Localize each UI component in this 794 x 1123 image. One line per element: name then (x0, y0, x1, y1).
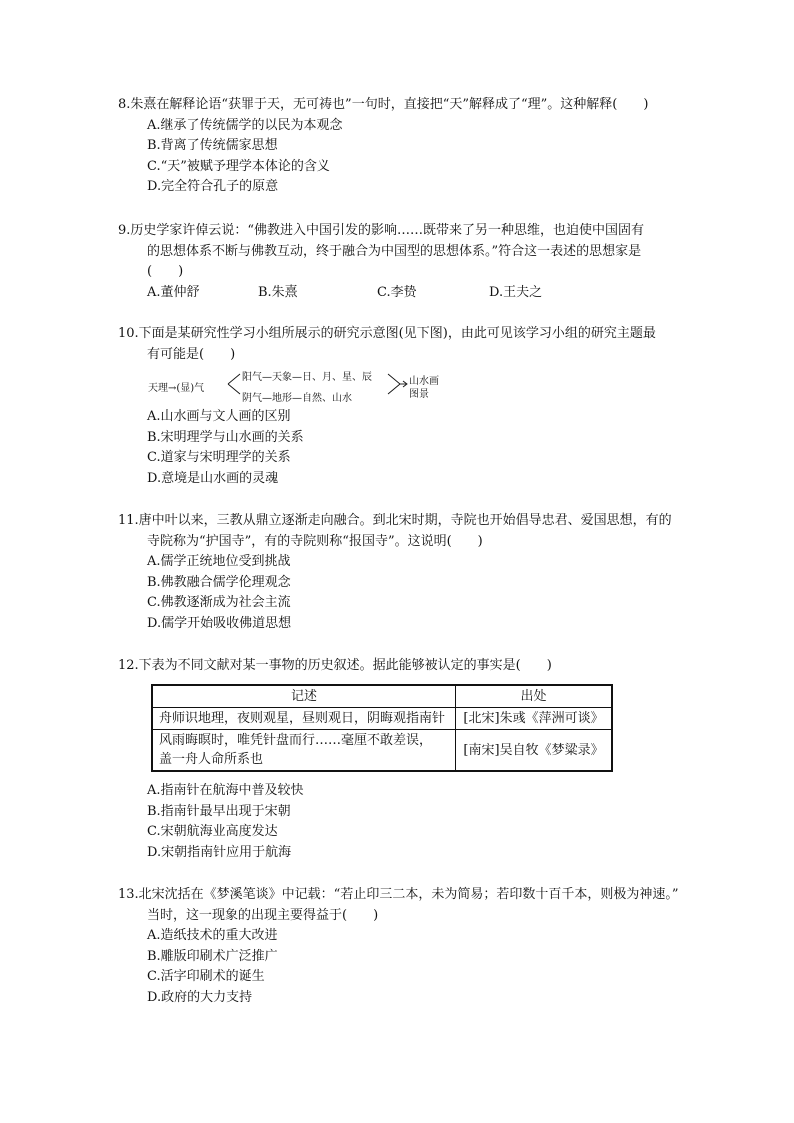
table-cell-source: [南宋]吴自牧《梦粱录》 (456, 730, 613, 772)
question-13-option-a: A.造纸技术的重大改进 (147, 928, 278, 943)
question-11-option-a: A.儒学正统地位受到挑战 (147, 554, 291, 569)
question-10-stem-line-2: 有可能是( ) (147, 346, 236, 362)
question-12-option-c: C.宋朝航海业高度发达 (147, 824, 278, 839)
question-10-option-a: A.山水画与文人画的区别 (147, 409, 291, 424)
question-10-stem-line-1: 10.下面是某研究性学习小组所展示的研究示意图(见下图)，由此可见该学习小组的研究主题最 (118, 326, 656, 341)
question-8 (118, 95, 698, 198)
question-13-stem-line-1: 13.北宋沈括在《梦溪笔谈》中记载：“若止印三二本，未为简易；若印数十百千本，则极为神速。” (118, 887, 679, 902)
question-11-stem-line-2: 寺院称为“护国寺”，有的寺院则称“报国寺”。这说明( ) (147, 533, 483, 549)
diagram-target-line-2: 图景 (409, 389, 429, 400)
table-header-row (152, 685, 612, 708)
question-9-option-a: A.董仲舒 (147, 284, 200, 300)
record-text-line-2: 盖一舟人命所系也 (159, 752, 264, 767)
table-cell-source: [北宋]朱彧《萍洲可谈》 (456, 708, 613, 730)
question-13-option-b: B.雕版印刷术广泛推广 (147, 948, 278, 964)
question-9-option-c: C.李贽 (377, 284, 417, 300)
question-13-option-c: C.活字印刷术的诞生 (147, 969, 265, 984)
record-text-line-1: 风雨晦暝时，唯凭针盘而行……毫厘不敢差误， (159, 733, 433, 748)
question-10 (118, 324, 698, 365)
question-10-option-b: B.宋明理学与山水画的关系 (147, 429, 304, 445)
source-table (151, 684, 613, 772)
question-8-option-a: A.继承了传统儒学的以民为本观念 (147, 117, 343, 133)
question-9 (118, 221, 698, 303)
table-row (152, 730, 612, 772)
question-12-option-a: A.指南针在航海中普及较快 (147, 783, 304, 798)
question-11-option-d: D.儒学开始吸收佛道思想 (147, 615, 292, 631)
question-11-option-b: B.佛教融合儒学伦理观念 (147, 574, 291, 590)
diagram-target-line-1: 山水画 (409, 376, 439, 387)
diagram-source: 天理→(显)气 (148, 383, 205, 394)
record-text: 舟师识地理，夜则观星，昼则观日，阴晦观指南针 (159, 711, 446, 726)
question-9-stem-line-3: ( ) (147, 264, 184, 279)
question-12-options (118, 781, 698, 863)
question-11-stem-line-1: 11.唐中叶以来，三教从鼎立逐渐走向融合。到北宋时期，寺院也开始倡导忠君、爱国思想，有的 (118, 513, 672, 528)
diagram-upper-branch: 阳气—天象—日、月、星、辰 (242, 372, 372, 383)
question-13-option-d: D.政府的大力支持 (147, 989, 253, 1005)
question-8-option-c: C.“天”被赋予理学本体论的含义 (147, 158, 330, 174)
question-11-option-c: C.佛教逐渐成为社会主流 (147, 595, 291, 610)
question-8-option-b: B.背离了传统儒家思想 (147, 138, 278, 153)
question-9-option-d: D.王夫之 (489, 284, 543, 300)
question-9-stem-line-2: 的思想体系不断与佛教互动，终于融合为中国型的思想体系。”符合这一表述的思想家是 (147, 243, 642, 259)
question-13 (118, 885, 718, 1008)
question-12-option-d: D.宋朝指南针应用于航海 (147, 844, 292, 860)
question-12-stem: 12.下表为不同文献对某一事物的历史叙述。据此能够被认定的事实是( ) (118, 658, 552, 673)
question-9-option-b: B.朱熹 (258, 284, 298, 300)
question-9-stem-line-1: 9.历史学家许倬云说：“佛教进入中国引发的影响……既带来了另一种思维，也迫使中国固有 (118, 223, 645, 238)
question-12-option-b: B.指南针最早出现于宋朝 (147, 803, 291, 819)
research-diagram (148, 366, 448, 406)
question-10-option-d: D.意境是山水画的灵魂 (147, 470, 279, 486)
question-9-options (118, 283, 698, 304)
table-cell-record (152, 708, 456, 730)
table-header-record: 记述 (152, 685, 456, 708)
question-10-option-c: C.道家与宋明理学的关系 (147, 450, 291, 465)
question-8-stem: 8.朱熹在解释论语“获罪于天，无可祷也”一句时，直接把“天”解释成了“理”。这种解释( ) (118, 97, 649, 112)
question-12 (118, 656, 698, 677)
table-header-source: 出处 (456, 685, 613, 708)
question-8-option-d: D.完全符合孔子的原意 (147, 179, 279, 194)
diagram-lower-branch: 阴气—地形—自然、山水 (242, 393, 352, 404)
table-cell-record (152, 730, 456, 772)
table-row (152, 708, 612, 730)
question-10-options (118, 407, 698, 489)
question-13-stem-line-2: 当时，这一现象的出现主要得益于( ) (147, 907, 379, 923)
question-11 (118, 511, 698, 634)
